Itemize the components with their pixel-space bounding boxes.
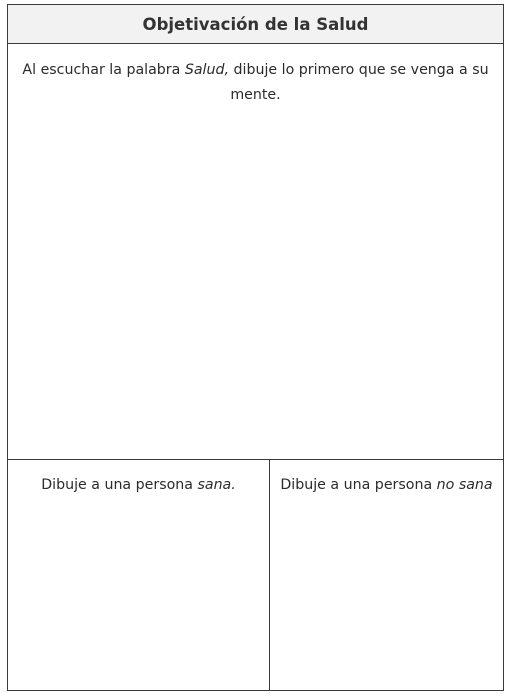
unhealthy-prompt-emphasis: no sana [436, 477, 493, 493]
health-prompt-emphasis: Salud, [184, 62, 229, 78]
worksheet-table [7, 4, 504, 691]
unhealthy-prompt-text: Dibuje a una persona [280, 477, 437, 493]
unhealthy-person-drawing-area[interactable] [270, 460, 503, 690]
health-prompt-text-end: dibuje lo primero que se venga a su mente. [229, 62, 489, 103]
health-prompt-text-start: Al escuchar la palabra [22, 62, 185, 78]
healthy-prompt-text: Dibuje a una persona [41, 477, 198, 493]
healthy-person-prompt [8, 477, 269, 493]
health-drawing-area[interactable] [8, 43, 503, 460]
comparison-row [8, 460, 503, 690]
health-drawing-prompt [18, 58, 493, 108]
unhealthy-person-prompt [270, 477, 503, 493]
title-row [8, 5, 503, 44]
worksheet-title: Objetivación de la Salud [142, 14, 369, 34]
healthy-person-drawing-area[interactable] [8, 460, 270, 690]
healthy-prompt-emphasis: sana. [197, 477, 236, 493]
